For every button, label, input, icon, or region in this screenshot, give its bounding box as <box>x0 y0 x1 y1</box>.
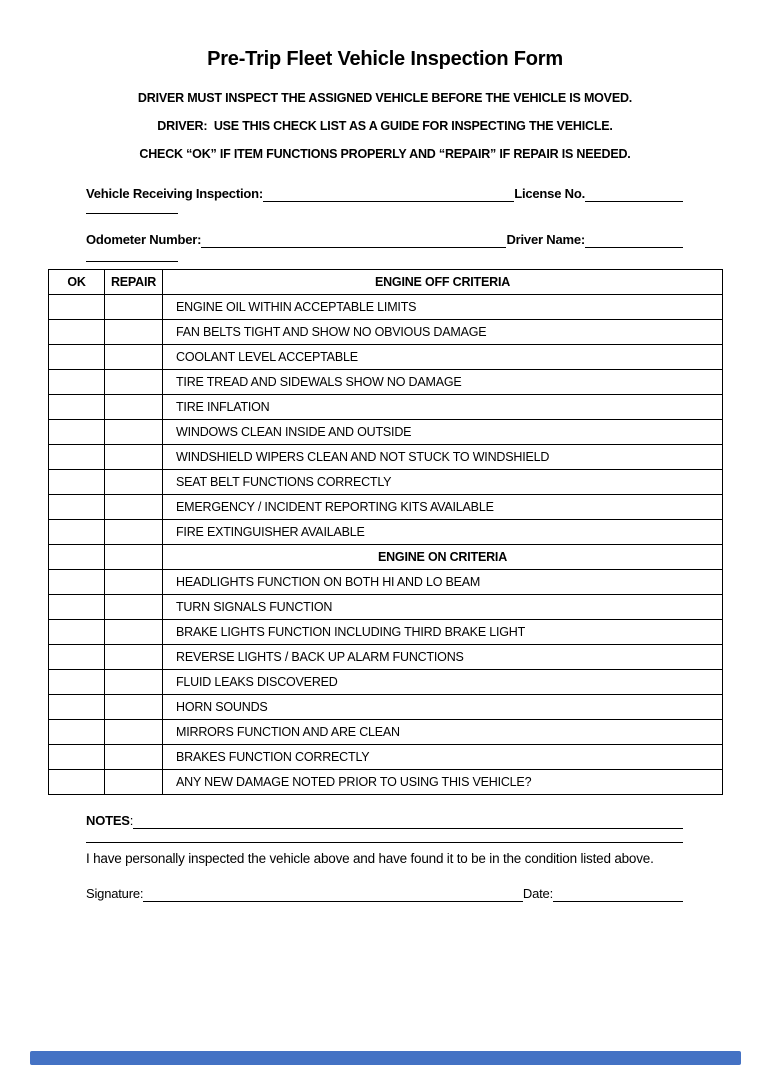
checklist-row <box>49 770 722 795</box>
ok-checkbox-cell[interactable] <box>49 570 105 594</box>
criteria-label: HORN SOUNDS <box>176 700 268 714</box>
ok-checkbox-cell[interactable] <box>49 345 105 369</box>
checklist-row <box>49 745 722 770</box>
checklist-row <box>49 695 722 720</box>
notes-colon: : <box>129 813 134 828</box>
ok-checkbox-cell[interactable] <box>49 320 105 344</box>
odometer-number-input-continuation[interactable] <box>86 250 178 262</box>
engine-on-section-row <box>49 545 722 570</box>
ok-checkbox-cell[interactable] <box>49 420 105 444</box>
criteria-label: WINDOWS CLEAN INSIDE AND OUTSIDE <box>176 425 412 439</box>
checklist-row <box>49 470 722 495</box>
instruction-line-3: CHECK “OK” IF ITEM FUNCTIONS PROPERLY AND “REPAIR” IF REPAIR IS NEEDED. <box>139 147 631 161</box>
repair-checkbox-cell[interactable] <box>105 420 163 444</box>
ok-checkbox-cell[interactable] <box>49 495 105 519</box>
bottom-accent-bar <box>30 1051 741 1065</box>
repair-column-header: REPAIR <box>105 270 163 294</box>
criteria-label: FLUID LEAKS DISCOVERED <box>176 675 338 689</box>
checklist-row <box>49 395 722 420</box>
repair-checkbox-cell[interactable] <box>105 320 163 344</box>
criteria-label: SEAT BELT FUNCTIONS CORRECTLY <box>176 475 392 489</box>
engine-off-criteria-header: ENGINE OFF CRITERIA <box>374 275 511 289</box>
checklist-row <box>49 370 722 395</box>
odometer-number-label: Odometer Number: <box>86 232 202 247</box>
checklist-row <box>49 595 722 620</box>
ok-checkbox-cell[interactable] <box>49 520 105 544</box>
vehicle-receiving-inspection-input-continuation[interactable] <box>86 202 178 214</box>
ok-checkbox-cell[interactable] <box>49 395 105 419</box>
checklist-row <box>49 620 722 645</box>
driver-name-input[interactable] <box>585 247 683 248</box>
inspection-checklist-table <box>48 269 723 795</box>
repair-checkbox-cell[interactable] <box>105 620 163 644</box>
checklist-row <box>49 420 722 445</box>
criteria-label: ANY NEW DAMAGE NOTED PRIOR TO USING THIS VEHICLE? <box>176 775 532 789</box>
repair-checkbox-cell[interactable] <box>105 395 163 419</box>
engine-off-rows <box>49 295 722 545</box>
criteria-label: BRAKE LIGHTS FUNCTION INCLUDING THIRD BRAKE LIGHT <box>176 625 526 639</box>
repair-checkbox-cell[interactable] <box>105 745 163 769</box>
signature-label: Signature: <box>86 886 144 901</box>
repair-checkbox-cell[interactable] <box>105 370 163 394</box>
attestation-text: I have personally inspected the vehicle above and have found it to be in the condition listed above. <box>86 851 654 866</box>
criteria-label: EMERGENCY / INCIDENT REPORTING KITS AVAILABLE <box>176 500 494 514</box>
ok-checkbox-cell[interactable] <box>49 770 105 794</box>
criteria-label: BRAKES FUNCTION CORRECTLY <box>176 750 370 764</box>
ok-checkbox-cell[interactable] <box>49 670 105 694</box>
checklist-row <box>49 520 722 545</box>
repair-checkbox-cell[interactable] <box>105 495 163 519</box>
notes-row <box>86 813 683 829</box>
ok-checkbox-cell[interactable] <box>49 645 105 669</box>
odometer-number-input[interactable] <box>201 247 506 248</box>
checklist-row <box>49 295 722 320</box>
ok-checkbox-cell[interactable] <box>49 720 105 744</box>
checklist-row <box>49 445 722 470</box>
ok-checkbox-cell <box>49 545 105 569</box>
engine-on-criteria-header: ENGINE ON CRITERIA <box>377 550 508 564</box>
repair-checkbox-cell[interactable] <box>105 670 163 694</box>
notes-label: NOTES <box>86 813 130 828</box>
repair-checkbox-cell[interactable] <box>105 345 163 369</box>
repair-checkbox-cell[interactable] <box>105 720 163 744</box>
repair-checkbox-cell[interactable] <box>105 595 163 619</box>
signature-row <box>86 886 683 902</box>
checklist-row <box>49 720 722 745</box>
instruction-line-2: DRIVER: USE THIS CHECK LIST AS A GUIDE FOR INSPECTING THE VEHICLE. <box>157 119 613 133</box>
checklist-row <box>49 570 722 595</box>
vehicle-receiving-inspection-input[interactable] <box>263 201 514 202</box>
ok-checkbox-cell[interactable] <box>49 470 105 494</box>
criteria-label: REVERSE LIGHTS / BACK UP ALARM FUNCTIONS <box>176 650 464 664</box>
ok-checkbox-cell[interactable] <box>49 595 105 619</box>
repair-checkbox-cell[interactable] <box>105 645 163 669</box>
criteria-label: FIRE EXTINGUISHER AVAILABLE <box>176 525 365 539</box>
ok-checkbox-cell[interactable] <box>49 445 105 469</box>
license-no-input[interactable] <box>585 201 683 202</box>
ok-checkbox-cell[interactable] <box>49 370 105 394</box>
signature-input[interactable] <box>143 901 523 902</box>
repair-checkbox-cell[interactable] <box>105 295 163 319</box>
vehicle-receiving-inspection-label: Vehicle Receiving Inspection: <box>86 186 263 201</box>
odometer-row <box>86 232 683 248</box>
license-no-label: License No. <box>514 186 585 201</box>
ok-checkbox-cell[interactable] <box>49 295 105 319</box>
checklist-row <box>49 345 722 370</box>
instruction-line-1: DRIVER MUST INSPECT THE ASSIGNED VEHICLE BEFORE THE VEHICLE IS MOVED. <box>137 91 633 105</box>
notes-input-line-2[interactable] <box>86 831 683 843</box>
date-label: Date: <box>522 886 553 901</box>
repair-checkbox-cell[interactable] <box>105 695 163 719</box>
date-input[interactable] <box>553 901 683 902</box>
criteria-label: WINDSHIELD WIPERS CLEAN AND NOT STUCK TO WINDSHIELD <box>176 450 550 464</box>
checklist-row <box>49 320 722 345</box>
vehicle-receiving-inspection-row <box>86 186 683 202</box>
ok-checkbox-cell[interactable] <box>49 620 105 644</box>
page-title: Pre-Trip Fleet Vehicle Inspection Form <box>207 48 563 70</box>
criteria-label: COOLANT LEVEL ACCEPTABLE <box>176 350 358 364</box>
checklist-row <box>49 645 722 670</box>
repair-checkbox-cell[interactable] <box>105 520 163 544</box>
repair-checkbox-cell[interactable] <box>105 445 163 469</box>
engine-on-rows <box>49 570 722 795</box>
ok-checkbox-cell[interactable] <box>49 695 105 719</box>
checklist-row <box>49 495 722 520</box>
repair-checkbox-cell[interactable] <box>105 570 163 594</box>
ok-column-header: OK <box>49 270 105 294</box>
repair-checkbox-cell <box>105 545 163 569</box>
repair-checkbox-cell[interactable] <box>105 770 163 794</box>
criteria-label: FAN BELTS TIGHT AND SHOW NO OBVIOUS DAMAGE <box>176 325 487 339</box>
driver-name-label: Driver Name: <box>506 232 585 247</box>
criteria-label: ENGINE OIL WITHIN ACCEPTABLE LIMITS <box>176 300 417 314</box>
ok-checkbox-cell[interactable] <box>49 745 105 769</box>
criteria-label: TIRE TREAD AND SIDEWALS SHOW NO DAMAGE <box>176 375 462 389</box>
criteria-label: TURN SIGNALS FUNCTION <box>176 600 333 614</box>
checklist-row <box>49 670 722 695</box>
table-header-row <box>49 270 722 295</box>
notes-input[interactable] <box>133 828 683 829</box>
criteria-label: MIRRORS FUNCTION AND ARE CLEAN <box>176 725 400 739</box>
criteria-label: TIRE INFLATION <box>176 400 270 414</box>
repair-checkbox-cell[interactable] <box>105 470 163 494</box>
criteria-label: HEADLIGHTS FUNCTION ON BOTH HI AND LO BEAM <box>176 575 481 589</box>
